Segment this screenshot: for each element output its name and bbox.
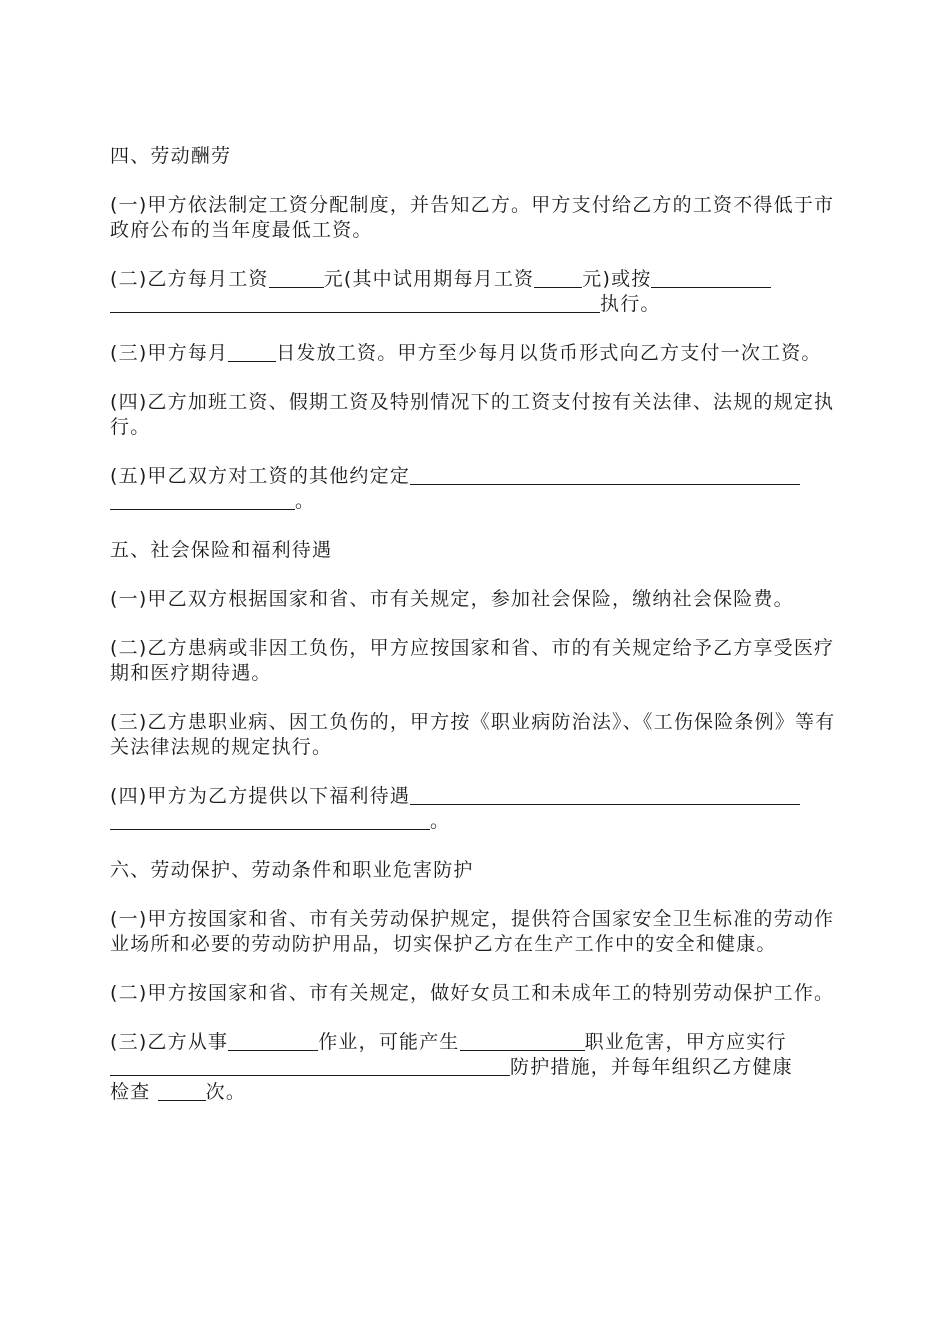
clause-overtime-wage: (四)乙方加班工资、假期工资及特别情况下的工资支付按有关法律、法规的规定执行。 [110,391,835,438]
clause-other-wage-agreement: (五)甲乙双方对工资的其他约定定 。 [110,464,842,514]
clause-sick-leave: (二)乙方患病或非因工负伤，甲方应按国家和省、市的有关规定给予乙方享受医疗期和医疗期待遇。 [110,637,835,684]
wage-basis-blank[interactable] [651,267,771,288]
clause-occupational-disease: (三)乙方患职业病、因工负伤的，甲方按《职业病防治法》、《工伤保险条例》等有关法律法规的规定执行。 [110,711,836,758]
health-check-count-blank[interactable] [158,1080,206,1101]
section-heading-remuneration: 四、劳动酬劳 [110,145,232,167]
wage-basis-blank-cont[interactable] [110,292,600,313]
job-type-blank[interactable] [228,1030,318,1051]
clause-wage-system: (一)甲方依法制定工资分配制度，并告知乙方。甲方支付给乙方的工资不得低于市政府公布的当年度最低工资。 [110,194,835,241]
clause-monthly-wage: (二)乙方每月工资 元(其中试用期每月工资 元)或按 执行。 [110,267,842,317]
other-wage-blank-cont[interactable] [110,489,295,510]
clause-welfare: (四)甲方为乙方提供以下福利待遇 。 [110,784,842,834]
clause-occupational-hazard: (三)乙方从事 作业，可能产生 职业危害，甲方应实行 防护措施，并每年组织乙方健康 检查 次。 [110,1031,793,1103]
health-check-label: 检查 [110,1081,151,1103]
welfare-blank[interactable] [410,784,800,805]
clause-pay-day: (三)甲方每月 日发放工资。甲方至少每月以货币形式向乙方支付一次工资。 [110,342,822,364]
monthly-wage-blank[interactable] [269,267,324,288]
welfare-blank-cont[interactable] [110,809,430,830]
clause-social-insurance: (一)甲乙双方根据国家和省、市有关规定，参加社会保险，缴纳社会保险费。 [110,588,794,610]
other-wage-blank[interactable] [410,464,800,485]
clause-special-protection: (二)甲方按国家和省、市有关规定，做好女员工和未成年工的特别劳动保护工作。 [110,982,835,1004]
hazard-type-blank[interactable] [460,1030,585,1051]
protection-measures-blank[interactable] [110,1055,510,1076]
probation-wage-blank[interactable] [534,267,582,288]
pay-day-blank[interactable] [228,341,276,362]
section-heading-labor-protection: 六、劳动保护、劳动条件和职业危害防护 [110,859,474,881]
clause-work-safety: (一)甲方按国家和省、市有关劳动保护规定，提供符合国家安全卫生标准的劳动作业场所和必要的劳动防护用品，切实保护乙方在生产工作中的安全和健康。 [110,908,835,955]
document-page [110,144,842,1105]
section-heading-social-insurance: 五、社会保险和福利待遇 [110,539,333,561]
